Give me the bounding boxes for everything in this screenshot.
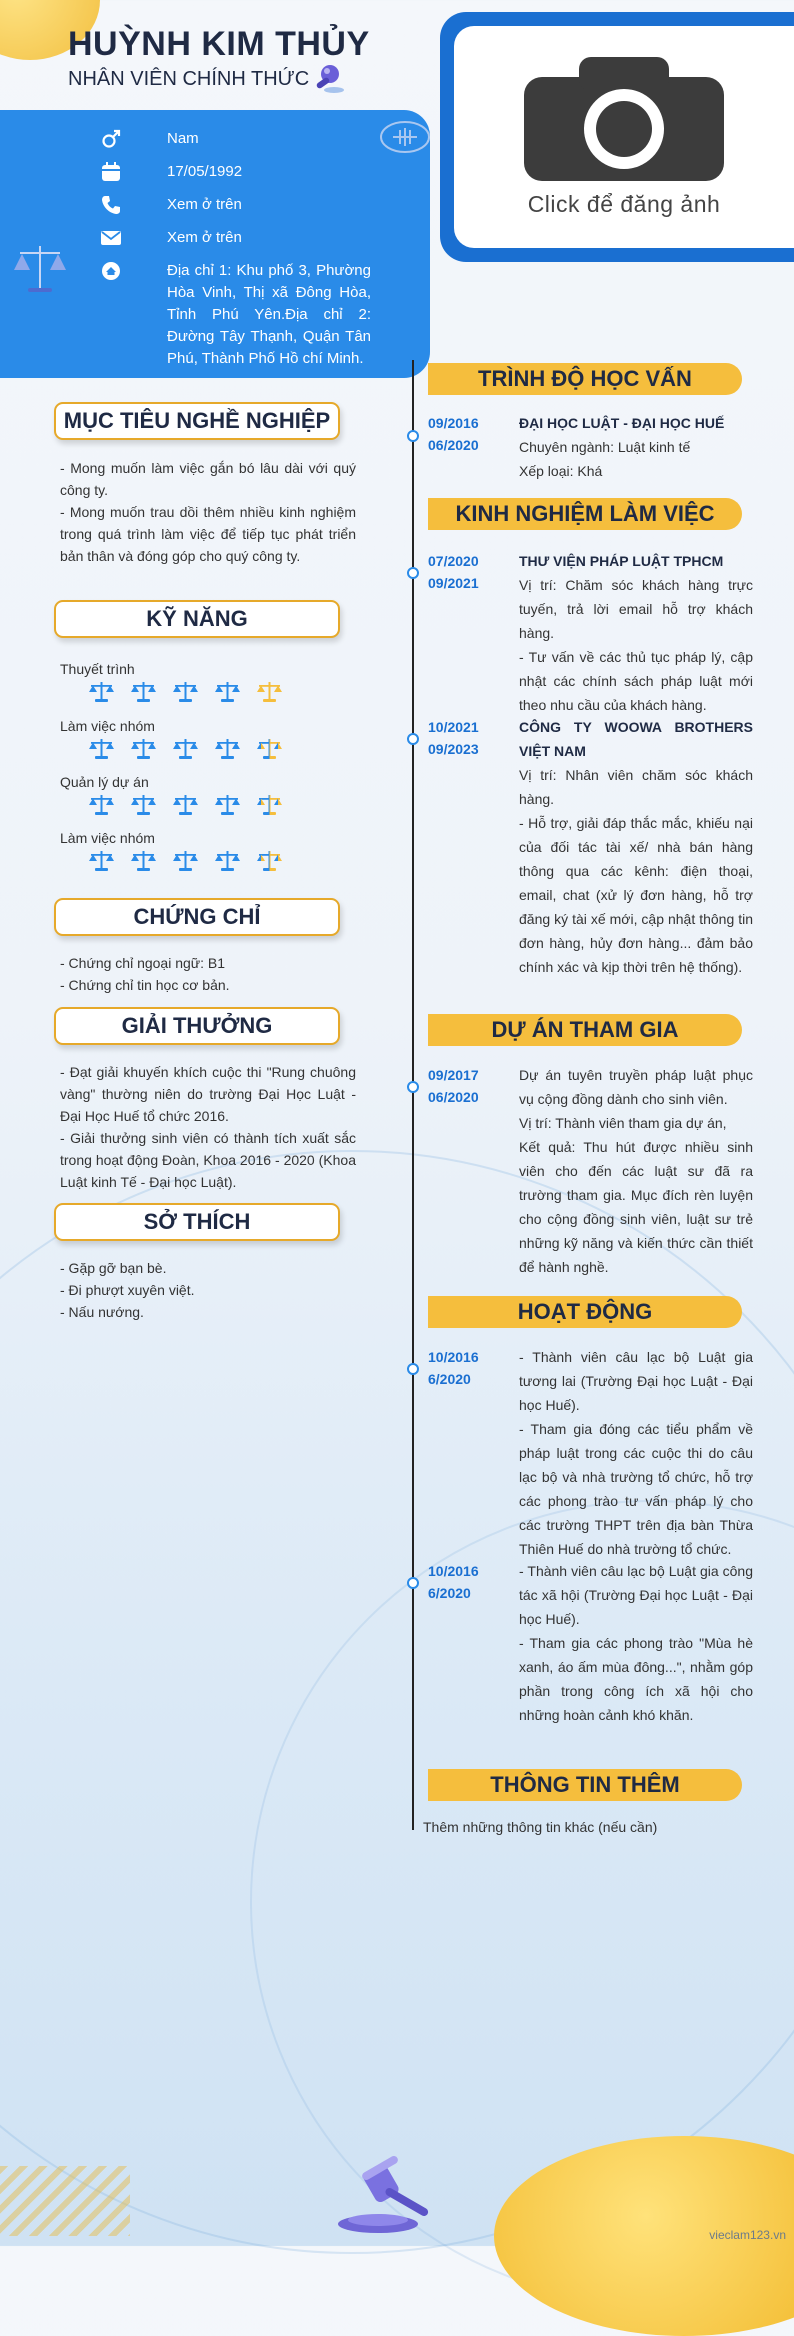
experience-line: Vị trí: Nhân viên chăm sóc khách hàng.	[519, 767, 753, 807]
education-entry[interactable]	[519, 411, 753, 483]
date-to: 09/2023	[428, 741, 479, 757]
objective-title[interactable]: MỤC TIÊU NGHỀ NGHIỆP	[54, 402, 340, 440]
activity-dates[interactable]	[428, 1560, 498, 1604]
timeline-dot	[407, 567, 419, 579]
gender-icon	[100, 128, 122, 150]
date-from: 09/2016	[428, 415, 479, 431]
date-from: 10/2016	[428, 1563, 479, 1579]
skill-name[interactable]: Quản lý dự án	[60, 774, 149, 790]
gavel-icon	[320, 2146, 440, 2236]
scale-rating-icon	[214, 850, 241, 872]
award-line: - Giải thưởng sinh viên có thành tích xuất sắc trong hoạt động Đoàn, Khoa 2016 - 2020 (Khoa Luật kinh Tế - Đại học Luật).	[60, 1130, 356, 1190]
project-dates[interactable]	[428, 1064, 498, 1108]
info-gender[interactable]: Nam	[167, 130, 199, 147]
scale-rating-icon	[88, 681, 115, 703]
scale-rating-icon	[256, 738, 283, 760]
timeline-dot	[407, 1363, 419, 1375]
hobby-line: - Đi phượt xuyên việt.	[60, 1282, 195, 1298]
date-from: 07/2020	[428, 553, 479, 569]
extra-info-text[interactable]: Thêm những thông tin khác (nếu cần)	[423, 1819, 658, 1835]
date-to: 6/2020	[428, 1585, 471, 1601]
calendar-icon	[100, 161, 122, 183]
experience-dates[interactable]	[428, 716, 498, 760]
hobbies-text[interactable]	[60, 1257, 356, 1323]
objective-line: - Mong muốn làm việc gắn bó lâu dài với quý công ty.	[60, 460, 356, 498]
project-entry[interactable]	[519, 1063, 753, 1279]
scale-rating-icon	[130, 681, 157, 703]
project-line: Dự án tuyên truyền pháp luật phục vụ cộng đồng dành cho sinh viên.	[519, 1067, 753, 1107]
scale-rating-icon	[88, 850, 115, 872]
date-to: 6/2020	[428, 1371, 471, 1387]
email-icon	[100, 227, 122, 249]
scale-rating-icon	[256, 794, 283, 816]
award-line: - Đạt giải khuyến khích cuộc thi "Rung chuông vàng" thường niên do trường Đại Học Luật - Đại Học Huế tổ chức 2016.	[60, 1064, 356, 1124]
info-birthday[interactable]: 17/05/1992	[167, 163, 243, 180]
scale-rating-icon	[214, 794, 241, 816]
projects-title[interactable]: DỰ ÁN THAM GIA	[428, 1014, 742, 1046]
scale-rating-icon	[130, 738, 157, 760]
date-from: 09/2017	[428, 1067, 479, 1083]
extra-info-title[interactable]: THÔNG TIN THÊM	[428, 1769, 742, 1801]
activity-entry[interactable]	[519, 1559, 753, 1727]
company-name: CÔNG TY WOOWA BROTHERS VIỆT NAM	[519, 719, 753, 759]
skill-rating	[88, 850, 283, 872]
scale-decoration-icon	[10, 240, 70, 296]
objective-line: - Mong muốn trau dồi thêm nhiều kinh nghiệm trong quá trình làm việc để tiếp tục phát triển bản thân và đóng góp cho quý công ty.	[60, 504, 356, 564]
ball-decoration-icon	[378, 118, 432, 156]
scale-rating-icon	[130, 794, 157, 816]
certificate-line: - Chứng chỉ tin học cơ bản.	[60, 977, 230, 993]
skills-title[interactable]: KỸ NĂNG	[54, 600, 340, 638]
experience-line: - Tư vấn về các thủ tục pháp lý, cập nhật các chính sách pháp luật mới theo nhu cầu của khách hàng.	[519, 649, 753, 713]
awards-title[interactable]: GIẢI THƯỞNG	[54, 1007, 340, 1045]
date-from: 10/2016	[428, 1349, 479, 1365]
education-line: Xếp loại: Khá	[519, 463, 603, 479]
skill-name[interactable]: Làm việc nhóm	[60, 830, 155, 846]
scale-rating-icon	[88, 794, 115, 816]
timeline-line	[412, 360, 414, 1830]
scale-rating-icon	[88, 738, 115, 760]
scale-rating-icon	[256, 681, 283, 703]
education-line: Chuyên ngành: Luật kinh tế	[519, 439, 691, 455]
company-name: THƯ VIỆN PHÁP LUẬT TPHCM	[519, 553, 724, 569]
activities-title[interactable]: HOẠT ĐỘNG	[428, 1296, 742, 1328]
timeline-dot	[407, 1081, 419, 1093]
photo-upload-label[interactable]: Click để đăng ảnh	[527, 190, 721, 217]
date-to: 06/2020	[428, 437, 479, 453]
skill-name[interactable]: Thuyết trình	[60, 661, 135, 677]
activity-entry[interactable]	[519, 1345, 753, 1561]
pushpin-icon	[310, 60, 344, 94]
scale-rating-icon	[256, 850, 283, 872]
date-to: 09/2021	[428, 575, 479, 591]
personal-info-panel	[0, 110, 430, 378]
candidate-position[interactable]: NHÂN VIÊN CHÍNH THỨC	[68, 68, 310, 90]
info-phone[interactable]: Xem ở trên	[167, 196, 242, 213]
scale-rating-icon	[214, 681, 241, 703]
activity-dates[interactable]	[428, 1346, 498, 1390]
education-title[interactable]: TRÌNH ĐỘ HỌC VẤN	[428, 363, 742, 395]
certificates-text[interactable]	[60, 952, 356, 996]
photo-frame	[440, 12, 794, 262]
skill-rating	[88, 681, 283, 703]
experience-dates[interactable]	[428, 550, 498, 594]
experience-entry[interactable]	[519, 715, 753, 979]
education-dates[interactable]	[428, 412, 498, 456]
activity-line: - Thành viên câu lạc bộ Luật gia công tác xã hội (Trường Đại học Luật - Đại học Huế).	[519, 1563, 753, 1627]
certificate-line: - Chứng chỉ ngoại ngữ: B1	[60, 955, 226, 971]
project-line: Vị trí: Thành viên tham gia dự án,	[519, 1115, 727, 1131]
camera-icon	[524, 57, 724, 181]
info-address[interactable]: Địa chỉ 1: Khu phố 3, Phường Hòa Vinh, Thị xã Đông Hòa, Tỉnh Phú Yên.Địa chỉ 2: Đường Tây Thạnh, Quận Tân Phú, Thành Phố Hồ chí Minh.	[167, 262, 371, 367]
certificates-title[interactable]: CHỨNG CHỈ	[54, 898, 340, 936]
skill-rating	[88, 738, 283, 760]
experience-entry[interactable]	[519, 549, 753, 717]
phone-icon	[100, 194, 122, 216]
objective-text[interactable]	[60, 457, 356, 567]
experience-line: Vị trí: Chăm sóc khách hàng trực tuyến, trả lời email hỗ trợ khách hàng.	[519, 577, 753, 641]
hobby-line: - Gặp gỡ bạn bè.	[60, 1260, 167, 1276]
photo-upload-area[interactable]	[454, 26, 794, 248]
school-name: ĐẠI HỌC LUẬT - ĐẠI HỌC HUẾ	[519, 415, 725, 431]
project-line: Kết quả: Thu hút được nhiều sinh viên cho đến các luật sư đã ra trường tham gia. Mục đích rèn luyện cho cộng đồng sinh viên, luật sư trẻ những kỹ năng và kiến thức cần thiết để hành nghề.	[519, 1139, 753, 1275]
activity-line: - Tham gia đóng các tiểu phẩm về pháp luật trong các cuộc thi do câu lạc bộ và nhà trường tổ chức, hỗ trợ các phong trào tư vấn pháp lý cho các trường THPT trên địa bàn Thừa Thiên Huế do nhà trường tổ chức.	[519, 1421, 753, 1557]
footer-brand[interactable]: vieclam123.vn	[709, 2228, 786, 2242]
candidate-name[interactable]: HUỲNH KIM THỦY	[68, 25, 370, 63]
info-email[interactable]: Xem ở trên	[167, 229, 242, 246]
skill-rating	[88, 794, 283, 816]
activity-line: - Thành viên câu lạc bộ Luật gia tương lai (Trường Đại học Luật - Đại học Huế).	[519, 1349, 753, 1413]
timeline-dot	[407, 430, 419, 442]
timeline-dot	[407, 733, 419, 745]
hobby-line: - Nấu nướng.	[60, 1304, 144, 1320]
scale-rating-icon	[214, 738, 241, 760]
home-icon	[100, 260, 122, 282]
activity-line: - Tham gia các phong trào "Mùa hè xanh, áo ấm mùa đông...", nhằm góp phần trong công ích xã hội cho những hoàn cảnh khó khăn.	[519, 1635, 753, 1723]
scale-rating-icon	[172, 738, 199, 760]
decorative-stripes	[0, 2166, 130, 2236]
scale-rating-icon	[172, 681, 199, 703]
timeline-dot	[407, 1577, 419, 1589]
date-to: 06/2020	[428, 1089, 479, 1105]
skill-name[interactable]: Làm việc nhóm	[60, 718, 155, 734]
scale-rating-icon	[172, 794, 199, 816]
experience-title[interactable]: KINH NGHIỆM LÀM VIỆC	[428, 498, 742, 530]
scale-rating-icon	[172, 850, 199, 872]
experience-line: - Hỗ trợ, giải đáp thắc mắc, khiếu nại của đối tác tài xế/ nhà bán hàng thông qua các kênh: điện thoại, email, chat (xử lý đơn hàng, hỗ trợ đăng ký tài xế mới, cập nhật thông tin đơn hàng, hủy đơn hàng... đảm bảo chính xác và kịp thời trên hệ thống).	[519, 815, 753, 975]
date-from: 10/2021	[428, 719, 479, 735]
hobbies-title[interactable]: SỞ THÍCH	[54, 1203, 340, 1241]
awards-text[interactable]	[60, 1061, 356, 1193]
scale-rating-icon	[130, 850, 157, 872]
